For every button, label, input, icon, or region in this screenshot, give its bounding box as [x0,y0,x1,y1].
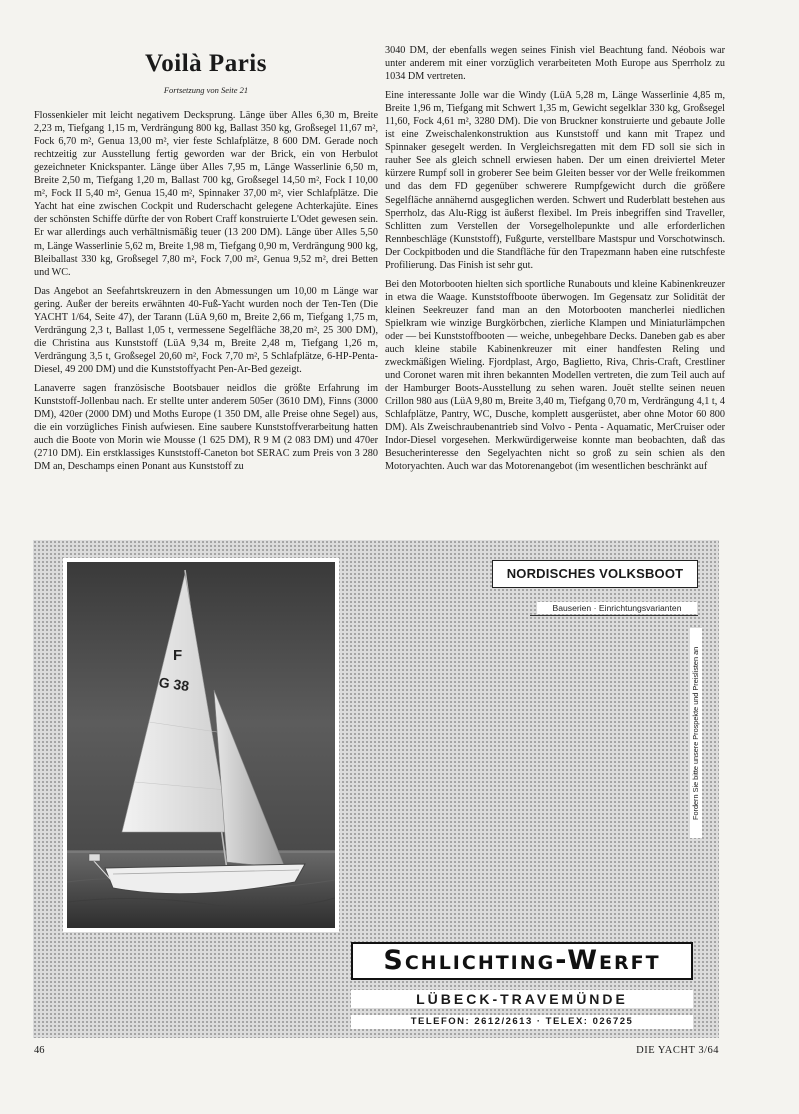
sailboat-illustration [67,562,335,928]
paragraph: 3040 DM, der ebenfalls wegen seines Finish viel Beachtung fand. Néobois war unter anderem mit einer vorzüglich verarbeiteten Moth Europe aus Sperrholz zu 1034 DM vertreten. [385,45,725,83]
variants-label: Bauserien · Einrichtungsvarianten [537,602,697,614]
paragraph: Das Angebot an Seefahrtskreuzern in den Abmessungen um 10,00 m Länge war gering. Außer der bereits erwähnten 40-Fuß-Yacht wurden noch der Ten-Ten (Die YACHT 1/64, Seite 47), der Tarann (LüA 9,60 m, Breite 2,66 m, Tiefgang 1,75 m, Verdrängung 2,3 t, Ballast 1,05 t, vermessene Segelfläche 38,20 m², 25 300 DM), die Christina aus Kunststoff (LüA 9,34 m, Breite 2,48 m, Tiefgang 1,26 m, Verdrängung 3,5 t, Großsegel 20,60 m², Fock 7,70 m², 5 Schlafplätze, 6-HP-Penta-Diesel, 49 200 DM) und die Kunststoffyacht Pen-Ar-Bed gezeigt. [34,285,378,375]
advertisement [33,540,719,1038]
page-number: 46 [34,1045,45,1056]
right-column [385,44,725,480]
left-column [34,50,378,479]
contact-line: TELEFON: 2612/2613 · TELEX: 026725 [351,1015,693,1029]
sail-number: G 38 [157,673,191,695]
paragraph: Flossenkieler mit leicht negativem Decksprung. Länge über Alles 6,30 m, Breite 2,23 m, Tiefgang 1,15 m, Verdrängung 800 kg, Ballast 350 kg, Großsegel 11,67 m², Fock 6,70 m², Genua 13,00 m², vier feste Schlafplätze, 8 600 DM. Gerade noch rechtzeitig zur Ausstellung fertig geworden war der Brick, ein von Herbulot gezeichneter Knickspanter. Länge über Alles 7,95 m, Länge Wasserlinie 6,50 m, Breite 2,50 m, Tiefgang 1,20 m, Ballast 700 kg, Großsegel 14,50 m², Fock I 10,00 m², Fock II 5,40 m², Genua 15,40 m², Spinnaker 37,00 m², vier Schlafplätze. Die Yacht hat eine zwischen Cockpit und Ruderschacht gelegene Achterkajüte. Eines der schönsten Schiffe dürfte der von Robert Craff konstruierte L'Odet gewesen sein. Er war allerdings auch verhältnismäßig teuer (13 200 DM). Länge über Alles 5,50 m, Länge Wasserlinie 5,62 m, Breite 1,98 m, Tiefgang 0,90 m, Verdrängung 900 kg, Bleiballast 330 kg, Großsegel 7,80 m², Fock 7,00 m², Genua 9,52 m², drei Betten und WC. [34,110,378,278]
brand-logo: Schlichting-Werft [351,942,693,980]
boat-type-label: NORDISCHES VOLKSBOOT [492,560,698,588]
sailboat-photo [63,558,339,932]
article-title: Voilà Paris [145,50,267,77]
magazine-issue: DIE YACHT 3/64 [636,1045,719,1056]
brochure-note: Fordern Sie bitte unsere Prospekte und Preislisten an [690,628,702,838]
paragraph: Lanaverre sagen französische Bootsbauer neidlos die größte Erfahrung im Kunststoff-Jollenbau nach. Er stellte unter anderem 505er (3610 DM), Finns (3000 DM), 420er (2000 DM) und Moths Europe (1 350 DM, alle Preise ohne Segel) aus, die ein vorzügliches Finish aufwiesen. Eine saubere Kunststoffverarbeitung hatten auch die Boote von Morin wie Mousse (1 625 DM), R 9 M (2 083 DM) und 470er (2710 DM). Ein erstklassiges Kunststoff-Caneton bot SERAC zum Preis von 3 280 DM an, Deschamps einen Ponant aus Kunststoff zu [34,382,378,473]
brand-city: LÜBECK-TRAVEMÜNDE [351,990,693,1008]
paragraph: Eine interessante Jolle war die Windy (LüA 5,28 m, Länge Wasserlinie 4,85 m, Breite 1,96 m, Tiefgang mit Schwert 1,35 m, Gewicht segelklar 330 kg, Großsegel 11,60, Fock 4,61 m², 3280 DM). Die von Bruckner konstruierte und gebaute Jolle ist eine Zweischalenkonstruktion aus Kunststoff und kann mit Trapez und Spinnaker gesegelt werden. In Vergleichsregatten mit dem FD soll sie sich in rauher See als gleich schnell erwiesen haben. Der um einen dreiviertel Meter kürzere Rumpf soll in groberer See beim Gleiten besser vor der Welle freikommen und das dem FD gegenüber schwerere Rumpfgewicht durch die größere Segelfläche annähernd ausgeglichen werden. Schwert und Ruderblatt bestehen aus Sperrholz, das Alu-Rigg ist äußerst flexibel. Im Preis inbegriffen sind Traveller, Schlitten zum Verstellen der Vorsegelholepunkte und alle erforderlichen Rennbeschläge (Kunststoff), Fußgurte, verstellbare Mastspur und Vorschotwinsch. Der Cockpitboden und die Standfläche für den Trapezmann haben eine rutschfeste Profilierung. Das Finish ist sehr gut. [385,90,725,271]
divider [530,615,698,616]
sail-letter: F [173,647,183,664]
article-subtitle: Fortsetzung von Seite 21 [163,85,249,95]
paragraph: Bei den Motorbooten hielten sich sportliche Runabouts und kleine Kabinenkreuzer in etwa die Waage. Kunststoffboote überwogen. Im Gegensatz zur Solidität der kleinen Seekreuzer fand man an den Motorbooten mancherlei niedlichen Spielkram wie winzige Burgkörbchen, zierliche Klampen und Miniaturlämpchen oder — bei Kunststoffbooten — weiche, unbegehbare Decks. Daneben gab es aber auch kleine stabile Kabinenkreuzer mit einer handfesten Reling und zweckmäßigen Wieling. Fjordplast, Argo, Baglietto, Riva, Chris-Craft, Crestliner und Coronet waren mit ihren bekannten Modellen vertreten, die zum Teil auch auf der Hamburger Boots-Ausstellung zu sehen waren. Jouët stellte seinen neuen Crillon 980 aus (LüA 9,80 m, Breite 3,40 m, Tiefgang 0,70 m, Verdrängung 4,1 t, 4 Schlafplätze, Pantry, WC, Dusche, komplett ausgerüstet, aber ohne Motor 60 800 DM). Als Zweischraubenantrieb sind Volvo - Penta - Aquamatic, MerCruiser oder Indor-Diesel vorgesehen. Merkwürdigerweise konnte man beobachten, daß das Besucherinteresse den Segelyachten nicht so groß zu sein schien als den Motoryachten. Auch war das Motorenangebot (im wesentlichen beschränkt auf [385,278,725,473]
